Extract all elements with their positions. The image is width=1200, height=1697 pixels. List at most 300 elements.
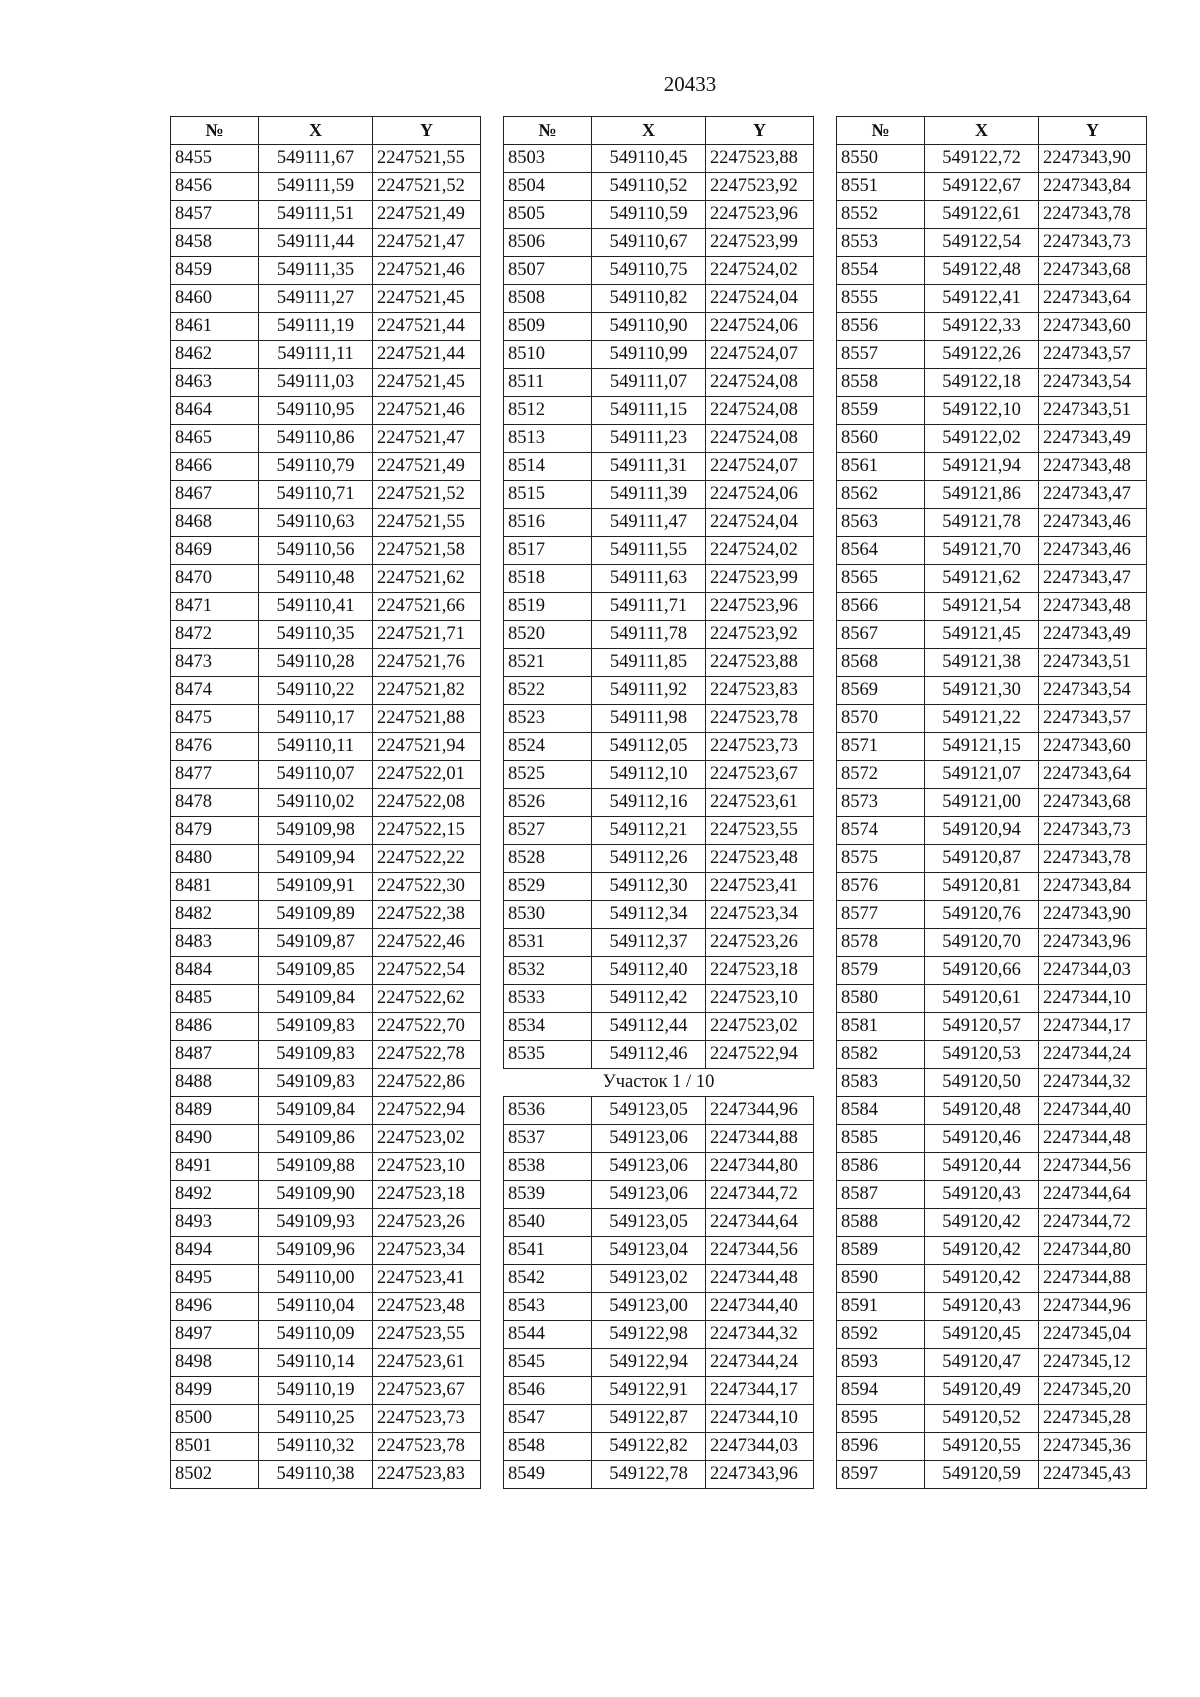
x-coordinate-cell: 549112,30 <box>592 873 706 901</box>
x-coordinate-cell: 549110,86 <box>259 425 373 453</box>
point-number-cell: 8570 <box>837 705 925 733</box>
y-coordinate-cell: 2247344,03 <box>706 1433 814 1461</box>
x-coordinate-cell: 549109,90 <box>259 1181 373 1209</box>
y-coordinate-cell: 2247343,48 <box>1039 453 1147 481</box>
y-coordinate-cell: 2247523,48 <box>373 1293 481 1321</box>
point-number-cell: 8575 <box>837 845 925 873</box>
point-number-cell: 8545 <box>504 1349 592 1377</box>
table-row <box>504 1013 814 1041</box>
column-header-no: № <box>504 117 592 145</box>
table-row <box>504 1293 814 1321</box>
table-row <box>171 1461 481 1489</box>
table-row <box>171 1209 481 1237</box>
y-coordinate-cell: 2247521,47 <box>373 229 481 257</box>
x-coordinate-cell: 549120,61 <box>925 985 1039 1013</box>
point-number-cell: 8457 <box>171 201 259 229</box>
y-coordinate-cell: 2247345,36 <box>1039 1433 1147 1461</box>
y-coordinate-cell: 2247523,67 <box>706 761 814 789</box>
point-number-cell: 8500 <box>171 1405 259 1433</box>
x-coordinate-cell: 549122,91 <box>592 1377 706 1405</box>
table-row <box>504 481 814 509</box>
point-number-cell: 8499 <box>171 1377 259 1405</box>
x-coordinate-cell: 549109,94 <box>259 845 373 873</box>
point-number-cell: 8583 <box>837 1069 925 1097</box>
point-number-cell: 8504 <box>504 173 592 201</box>
y-coordinate-cell: 2247522,86 <box>373 1069 481 1097</box>
x-coordinate-cell: 549110,04 <box>259 1293 373 1321</box>
point-number-cell: 8456 <box>171 173 259 201</box>
y-coordinate-cell: 2247344,32 <box>706 1321 814 1349</box>
x-coordinate-cell: 549120,53 <box>925 1041 1039 1069</box>
y-coordinate-cell: 2247523,88 <box>706 649 814 677</box>
table-row <box>171 1405 481 1433</box>
x-coordinate-cell: 549109,85 <box>259 957 373 985</box>
table-row <box>837 1153 1147 1181</box>
point-number-cell: 8568 <box>837 649 925 677</box>
point-number-cell: 8593 <box>837 1349 925 1377</box>
table-row <box>837 649 1147 677</box>
x-coordinate-cell: 549111,03 <box>259 369 373 397</box>
x-coordinate-cell: 549110,00 <box>259 1265 373 1293</box>
x-coordinate-cell: 549120,59 <box>925 1461 1039 1489</box>
y-coordinate-cell: 2247521,62 <box>373 565 481 593</box>
table-row <box>171 453 481 481</box>
y-coordinate-cell: 2247343,90 <box>1039 145 1147 173</box>
point-number-cell: 8556 <box>837 313 925 341</box>
point-number-cell: 8558 <box>837 369 925 397</box>
x-coordinate-cell: 549122,02 <box>925 425 1039 453</box>
point-number-cell: 8521 <box>504 649 592 677</box>
point-number-cell: 8510 <box>504 341 592 369</box>
point-number-cell: 8547 <box>504 1405 592 1433</box>
x-coordinate-cell: 549110,28 <box>259 649 373 677</box>
table-row <box>837 229 1147 257</box>
table-row <box>837 369 1147 397</box>
y-coordinate-cell: 2247523,02 <box>706 1013 814 1041</box>
point-number-cell: 8559 <box>837 397 925 425</box>
y-coordinate-cell: 2247521,71 <box>373 621 481 649</box>
x-coordinate-cell: 549123,00 <box>592 1293 706 1321</box>
x-coordinate-cell: 549122,41 <box>925 285 1039 313</box>
x-coordinate-cell: 549111,71 <box>592 593 706 621</box>
point-number-cell: 8530 <box>504 901 592 929</box>
point-number-cell: 8576 <box>837 873 925 901</box>
y-coordinate-cell: 2247345,04 <box>1039 1321 1147 1349</box>
point-number-cell: 8480 <box>171 845 259 873</box>
y-coordinate-cell: 2247344,03 <box>1039 957 1147 985</box>
y-coordinate-cell: 2247521,45 <box>373 285 481 313</box>
table-row <box>837 537 1147 565</box>
table-row <box>504 957 814 985</box>
point-number-cell: 8502 <box>171 1461 259 1489</box>
y-coordinate-cell: 2247523,34 <box>706 901 814 929</box>
y-coordinate-cell: 2247344,40 <box>706 1293 814 1321</box>
table-row <box>171 481 481 509</box>
point-number-cell: 8511 <box>504 369 592 397</box>
x-coordinate-cell: 549122,82 <box>592 1433 706 1461</box>
x-coordinate-cell: 549111,31 <box>592 453 706 481</box>
point-number-cell: 8470 <box>171 565 259 593</box>
table-row <box>837 929 1147 957</box>
point-number-cell: 8563 <box>837 509 925 537</box>
y-coordinate-cell: 2247521,52 <box>373 173 481 201</box>
coordinates-table-2 <box>503 116 814 1489</box>
point-number-cell: 8529 <box>504 873 592 901</box>
x-coordinate-cell: 549111,55 <box>592 537 706 565</box>
point-number-cell: 8455 <box>171 145 259 173</box>
y-coordinate-cell: 2247344,24 <box>1039 1041 1147 1069</box>
y-coordinate-cell: 2247521,66 <box>373 593 481 621</box>
y-coordinate-cell: 2247524,08 <box>706 369 814 397</box>
y-coordinate-cell: 2247343,49 <box>1039 621 1147 649</box>
table-row <box>837 1349 1147 1377</box>
x-coordinate-cell: 549111,78 <box>592 621 706 649</box>
x-coordinate-cell: 549120,42 <box>925 1237 1039 1265</box>
point-number-cell: 8534 <box>504 1013 592 1041</box>
table-row <box>837 145 1147 173</box>
point-number-cell: 8471 <box>171 593 259 621</box>
table-row <box>837 509 1147 537</box>
x-coordinate-cell: 549120,76 <box>925 901 1039 929</box>
x-coordinate-cell: 549123,04 <box>592 1237 706 1265</box>
y-coordinate-cell: 2247522,70 <box>373 1013 481 1041</box>
x-coordinate-cell: 549121,54 <box>925 593 1039 621</box>
table-row <box>171 341 481 369</box>
y-coordinate-cell: 2247343,57 <box>1039 705 1147 733</box>
table-row <box>837 425 1147 453</box>
y-coordinate-cell: 2247344,64 <box>706 1209 814 1237</box>
y-coordinate-cell: 2247522,94 <box>706 1041 814 1069</box>
y-coordinate-cell: 2247343,68 <box>1039 257 1147 285</box>
table-row <box>504 425 814 453</box>
point-number-cell: 8490 <box>171 1125 259 1153</box>
point-number-cell: 8582 <box>837 1041 925 1069</box>
x-coordinate-cell: 549120,46 <box>925 1125 1039 1153</box>
point-number-cell: 8460 <box>171 285 259 313</box>
x-coordinate-cell: 549109,83 <box>259 1041 373 1069</box>
y-coordinate-cell: 2247521,55 <box>373 145 481 173</box>
y-coordinate-cell: 2247521,55 <box>373 509 481 537</box>
y-coordinate-cell: 2247523,34 <box>373 1237 481 1265</box>
table-row <box>504 677 814 705</box>
y-coordinate-cell: 2247523,55 <box>706 817 814 845</box>
table-row <box>171 1153 481 1181</box>
x-coordinate-cell: 549110,48 <box>259 565 373 593</box>
table-row <box>171 1013 481 1041</box>
x-coordinate-cell: 549111,07 <box>592 369 706 397</box>
point-number-cell: 8573 <box>837 789 925 817</box>
y-coordinate-cell: 2247343,47 <box>1039 565 1147 593</box>
y-coordinate-cell: 2247523,96 <box>706 593 814 621</box>
point-number-cell: 8458 <box>171 229 259 257</box>
table-row <box>837 1265 1147 1293</box>
y-coordinate-cell: 2247344,56 <box>706 1237 814 1265</box>
table-row <box>504 873 814 901</box>
x-coordinate-cell: 549110,59 <box>592 201 706 229</box>
x-coordinate-cell: 549112,44 <box>592 1013 706 1041</box>
coordinates-table-1 <box>170 116 481 1489</box>
y-coordinate-cell: 2247521,52 <box>373 481 481 509</box>
x-coordinate-cell: 549110,63 <box>259 509 373 537</box>
point-number-cell: 8579 <box>837 957 925 985</box>
table-row <box>171 565 481 593</box>
x-coordinate-cell: 549110,07 <box>259 761 373 789</box>
table-row <box>504 1321 814 1349</box>
table-row <box>171 705 481 733</box>
table-row <box>171 1125 481 1153</box>
table-row <box>171 985 481 1013</box>
y-coordinate-cell: 2247523,61 <box>706 789 814 817</box>
point-number-cell: 8589 <box>837 1237 925 1265</box>
y-coordinate-cell: 2247343,54 <box>1039 677 1147 705</box>
x-coordinate-cell: 549110,19 <box>259 1377 373 1405</box>
x-coordinate-cell: 549121,38 <box>925 649 1039 677</box>
y-coordinate-cell: 2247521,76 <box>373 649 481 677</box>
table-row <box>837 1097 1147 1125</box>
point-number-cell: 8494 <box>171 1237 259 1265</box>
table-row <box>171 425 481 453</box>
table-row <box>837 1405 1147 1433</box>
x-coordinate-cell: 549122,98 <box>592 1321 706 1349</box>
point-number-cell: 8475 <box>171 705 259 733</box>
point-number-cell: 8574 <box>837 817 925 845</box>
table-row <box>171 593 481 621</box>
y-coordinate-cell: 2247524,06 <box>706 313 814 341</box>
point-number-cell: 8498 <box>171 1349 259 1377</box>
x-coordinate-cell: 549122,26 <box>925 341 1039 369</box>
x-coordinate-cell: 549121,94 <box>925 453 1039 481</box>
x-coordinate-cell: 549110,71 <box>259 481 373 509</box>
y-coordinate-cell: 2247345,12 <box>1039 1349 1147 1377</box>
table-row <box>504 1209 814 1237</box>
table-row <box>837 1013 1147 1041</box>
y-coordinate-cell: 2247343,96 <box>1039 929 1147 957</box>
x-coordinate-cell: 549120,87 <box>925 845 1039 873</box>
y-coordinate-cell: 2247523,92 <box>706 621 814 649</box>
y-coordinate-cell: 2247521,88 <box>373 705 481 733</box>
x-coordinate-cell: 549120,81 <box>925 873 1039 901</box>
table-row <box>504 285 814 313</box>
x-coordinate-cell: 549110,17 <box>259 705 373 733</box>
point-number-cell: 8459 <box>171 257 259 285</box>
y-coordinate-cell: 2247344,10 <box>706 1405 814 1433</box>
y-coordinate-cell: 2247524,06 <box>706 481 814 509</box>
table-row <box>171 145 481 173</box>
point-number-cell: 8531 <box>504 929 592 957</box>
y-coordinate-cell: 2247343,64 <box>1039 285 1147 313</box>
table-row <box>837 985 1147 1013</box>
y-coordinate-cell: 2247345,28 <box>1039 1405 1147 1433</box>
y-coordinate-cell: 2247345,20 <box>1039 1377 1147 1405</box>
point-number-cell: 8525 <box>504 761 592 789</box>
table-row <box>171 173 481 201</box>
x-coordinate-cell: 549121,62 <box>925 565 1039 593</box>
x-coordinate-cell: 549112,46 <box>592 1041 706 1069</box>
table-row <box>171 397 481 425</box>
y-coordinate-cell: 2247343,60 <box>1039 313 1147 341</box>
x-coordinate-cell: 549110,35 <box>259 621 373 649</box>
column-header-x: X <box>925 117 1039 145</box>
y-coordinate-cell: 2247343,49 <box>1039 425 1147 453</box>
table-row <box>171 817 481 845</box>
table-row <box>837 1293 1147 1321</box>
point-number-cell: 8587 <box>837 1181 925 1209</box>
x-coordinate-cell: 549111,92 <box>592 677 706 705</box>
y-coordinate-cell: 2247524,08 <box>706 425 814 453</box>
table-row <box>504 1265 814 1293</box>
point-number-cell: 8513 <box>504 425 592 453</box>
x-coordinate-cell: 549112,34 <box>592 901 706 929</box>
table-row <box>837 705 1147 733</box>
x-coordinate-cell: 549110,38 <box>259 1461 373 1489</box>
x-coordinate-cell: 549121,45 <box>925 621 1039 649</box>
point-number-cell: 8548 <box>504 1433 592 1461</box>
point-number-cell: 8594 <box>837 1377 925 1405</box>
x-coordinate-cell: 549112,10 <box>592 761 706 789</box>
x-coordinate-cell: 549120,57 <box>925 1013 1039 1041</box>
table-row <box>837 621 1147 649</box>
y-coordinate-cell: 2247344,88 <box>706 1125 814 1153</box>
y-coordinate-cell: 2247523,55 <box>373 1321 481 1349</box>
point-number-cell: 8518 <box>504 565 592 593</box>
x-coordinate-cell: 549122,48 <box>925 257 1039 285</box>
y-coordinate-cell: 2247343,90 <box>1039 901 1147 929</box>
table-row <box>504 1153 814 1181</box>
y-coordinate-cell: 2247523,48 <box>706 845 814 873</box>
table-row <box>837 1209 1147 1237</box>
point-number-cell: 8572 <box>837 761 925 789</box>
x-coordinate-cell: 549111,47 <box>592 509 706 537</box>
table-row <box>504 173 814 201</box>
point-number-cell: 8526 <box>504 789 592 817</box>
x-coordinate-cell: 549111,39 <box>592 481 706 509</box>
point-number-cell: 8580 <box>837 985 925 1013</box>
x-coordinate-cell: 549123,06 <box>592 1181 706 1209</box>
point-number-cell: 8549 <box>504 1461 592 1489</box>
table-row <box>504 649 814 677</box>
table-row <box>504 621 814 649</box>
point-number-cell: 8514 <box>504 453 592 481</box>
x-coordinate-cell: 549111,23 <box>592 425 706 453</box>
table-row <box>504 397 814 425</box>
x-coordinate-cell: 549109,83 <box>259 1069 373 1097</box>
y-coordinate-cell: 2247522,15 <box>373 817 481 845</box>
point-number-cell: 8503 <box>504 145 592 173</box>
x-coordinate-cell: 549110,52 <box>592 173 706 201</box>
point-number-cell: 8553 <box>837 229 925 257</box>
point-number-cell: 8472 <box>171 621 259 649</box>
point-number-cell: 8467 <box>171 481 259 509</box>
x-coordinate-cell: 549120,47 <box>925 1349 1039 1377</box>
point-number-cell: 8519 <box>504 593 592 621</box>
column-header-no: № <box>171 117 259 145</box>
x-coordinate-cell: 549110,09 <box>259 1321 373 1349</box>
y-coordinate-cell: 2247521,44 <box>373 313 481 341</box>
x-coordinate-cell: 549110,02 <box>259 789 373 817</box>
x-coordinate-cell: 549110,95 <box>259 397 373 425</box>
table-row <box>504 1181 814 1209</box>
table-row <box>504 1405 814 1433</box>
y-coordinate-cell: 2247522,38 <box>373 901 481 929</box>
table-row <box>837 201 1147 229</box>
x-coordinate-cell: 549121,07 <box>925 761 1039 789</box>
y-coordinate-cell: 2247524,02 <box>706 537 814 565</box>
point-number-cell: 8512 <box>504 397 592 425</box>
x-coordinate-cell: 549120,45 <box>925 1321 1039 1349</box>
table-row <box>837 593 1147 621</box>
table-row <box>504 733 814 761</box>
table-row <box>171 1181 481 1209</box>
x-coordinate-cell: 549120,43 <box>925 1181 1039 1209</box>
table-row <box>837 1321 1147 1349</box>
y-coordinate-cell: 2247523,02 <box>373 1125 481 1153</box>
x-coordinate-cell: 549122,67 <box>925 173 1039 201</box>
point-number-cell: 8596 <box>837 1433 925 1461</box>
point-number-cell: 8585 <box>837 1125 925 1153</box>
point-number-cell: 8464 <box>171 397 259 425</box>
table-row <box>171 1041 481 1069</box>
x-coordinate-cell: 549121,00 <box>925 789 1039 817</box>
table-row <box>171 1237 481 1265</box>
y-coordinate-cell: 2247523,18 <box>373 1181 481 1209</box>
point-number-cell: 8478 <box>171 789 259 817</box>
point-number-cell: 8506 <box>504 229 592 257</box>
x-coordinate-cell: 549111,98 <box>592 705 706 733</box>
point-number-cell: 8485 <box>171 985 259 1013</box>
y-coordinate-cell: 2247344,17 <box>1039 1013 1147 1041</box>
y-coordinate-cell: 2247522,78 <box>373 1041 481 1069</box>
table-row <box>837 285 1147 313</box>
x-coordinate-cell: 549122,94 <box>592 1349 706 1377</box>
table-row <box>171 929 481 957</box>
point-number-cell: 8540 <box>504 1209 592 1237</box>
x-coordinate-cell: 549120,48 <box>925 1097 1039 1125</box>
point-number-cell: 8537 <box>504 1125 592 1153</box>
y-coordinate-cell: 2247343,96 <box>706 1461 814 1489</box>
x-coordinate-cell: 549111,15 <box>592 397 706 425</box>
x-coordinate-cell: 549112,42 <box>592 985 706 1013</box>
table-row <box>504 593 814 621</box>
point-number-cell: 8561 <box>837 453 925 481</box>
table-row <box>171 509 481 537</box>
x-coordinate-cell: 549111,11 <box>259 341 373 369</box>
x-coordinate-cell: 549109,91 <box>259 873 373 901</box>
y-coordinate-cell: 2247523,83 <box>373 1461 481 1489</box>
y-coordinate-cell: 2247343,84 <box>1039 173 1147 201</box>
y-coordinate-cell: 2247522,08 <box>373 789 481 817</box>
point-number-cell: 8484 <box>171 957 259 985</box>
y-coordinate-cell: 2247522,01 <box>373 761 481 789</box>
x-coordinate-cell: 549120,66 <box>925 957 1039 985</box>
table-row <box>504 537 814 565</box>
point-number-cell: 8539 <box>504 1181 592 1209</box>
point-number-cell: 8551 <box>837 173 925 201</box>
x-coordinate-cell: 549110,41 <box>259 593 373 621</box>
point-number-cell: 8483 <box>171 929 259 957</box>
table-row <box>504 145 814 173</box>
point-number-cell: 8542 <box>504 1265 592 1293</box>
x-coordinate-cell: 549123,05 <box>592 1209 706 1237</box>
point-number-cell: 8577 <box>837 901 925 929</box>
x-coordinate-cell: 549110,99 <box>592 341 706 369</box>
table-row <box>837 1237 1147 1265</box>
table-row <box>837 481 1147 509</box>
x-coordinate-cell: 549110,32 <box>259 1433 373 1461</box>
x-coordinate-cell: 549122,61 <box>925 201 1039 229</box>
y-coordinate-cell: 2247344,48 <box>1039 1125 1147 1153</box>
y-coordinate-cell: 2247523,10 <box>373 1153 481 1181</box>
y-coordinate-cell: 2247523,61 <box>373 1349 481 1377</box>
